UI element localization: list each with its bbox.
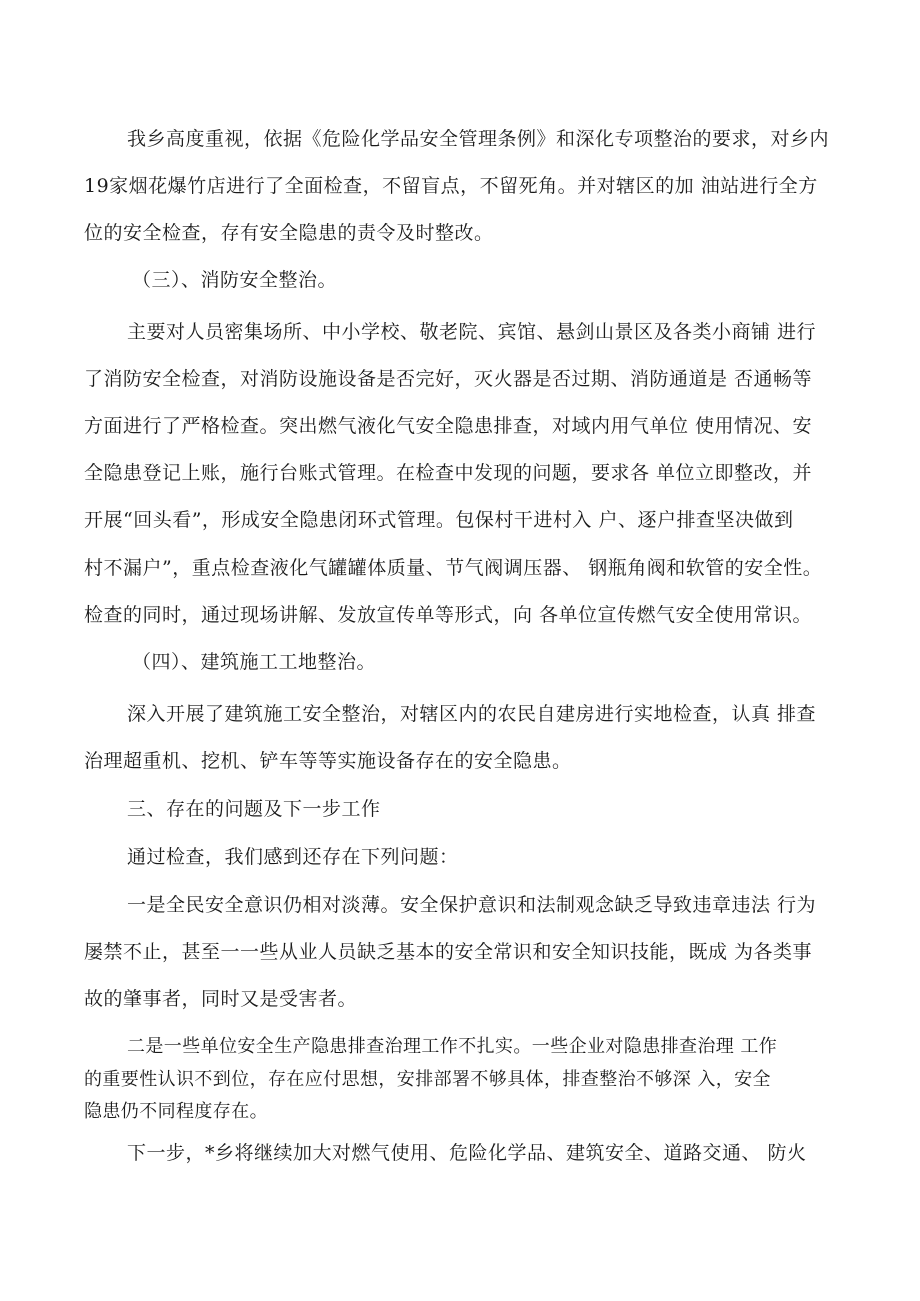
paragraph-line: 一是全民安全意识仍相对淡薄。安全保护意识和法制观念缺乏导致违章违法 行为 [127, 894, 817, 916]
paragraph-line: 二是一些单位安全生产隐患排查治理工作不扎实。一些企业对隐患排查治理 工作 [127, 1036, 778, 1057]
paragraph-line: 主要对人员密集场所、中小学校、敬老院、宾馆、悬剑山景区及各类小商铺 进行 [127, 321, 817, 343]
section-heading: （三）、消防安全整治。 [132, 269, 338, 291]
paragraph-line: 方面进行了严格检查。突出燃气液化气安全隐患排查，对域内用气单位 使用情况、安 [84, 415, 813, 437]
paragraph-line: 屡禁不止，甚至一一些从业人员缺乏基本的安全常识和安全知识技能，既成 为各类事 [84, 941, 813, 963]
paragraph-line: 隐患仍不同程度存在。 [84, 1101, 268, 1122]
section-heading: （四）、建筑施工工地整治。 [132, 651, 377, 673]
paragraph-line: 故的肇事者，同时又是受害者。 [84, 988, 358, 1010]
paragraph-line: 下一步，*乡将继续加大对燃气使用、危险化学品、建筑安全、道路交通、 防火 [127, 1142, 807, 1164]
paragraph-line: 位的安全检查，存有安全隐患的责令及时整改。 [84, 222, 494, 244]
paragraph-line: 治理超重机、挖机、铲车等等实施设备存在的安全隐患。 [84, 750, 572, 772]
section-heading: 三、存在的问题及下一步工作 [127, 798, 381, 820]
paragraph-line: 我乡高度重视，依据《危险化学品安全管理条例》和深化专项整治的要求，对乡内 [127, 128, 830, 150]
paragraph-line: 深入开展了建筑施工安全整治，对辖区内的农民自建房进行实地检查，认真 排查 [127, 703, 817, 725]
paragraph-line: 了消防安全检查，对消防设施设备是否完好，灭火器是否过期、消防通道是 否通畅等 [84, 368, 813, 390]
paragraph-line: 村不漏户”，重点检查液化气罐罐体质量、节气阀调压器、 钢瓶角阀和软管的安全性。 [84, 557, 823, 579]
paragraph-line: 检查的同时，通过现场讲解、发放宣传单等形式，向 各单位宣传燃气安全使用常识。 [84, 604, 813, 626]
paragraph-line: 19家烟花爆竹店进行了全面检查，不留盲点，不留死角。并对辖区的加 油站进行全方 [84, 175, 818, 197]
paragraph-line: 全隐患登记上账，施行台账式管理。在检查中发现的问题，要求各 单位立即整改，并 [84, 462, 813, 484]
paragraph-line: 的重要性认识不到位，存在应付思想，安排部署不够具体，排查整治不够深 入，安全 [84, 1069, 771, 1090]
paragraph-line: 通过检查，我们感到还存在下列问题： [127, 846, 459, 868]
paragraph-line: 开展“回头看”，形成安全隐患闭环式管理。包保村干进村入 户、逐户排查坚决做到 [84, 509, 794, 531]
